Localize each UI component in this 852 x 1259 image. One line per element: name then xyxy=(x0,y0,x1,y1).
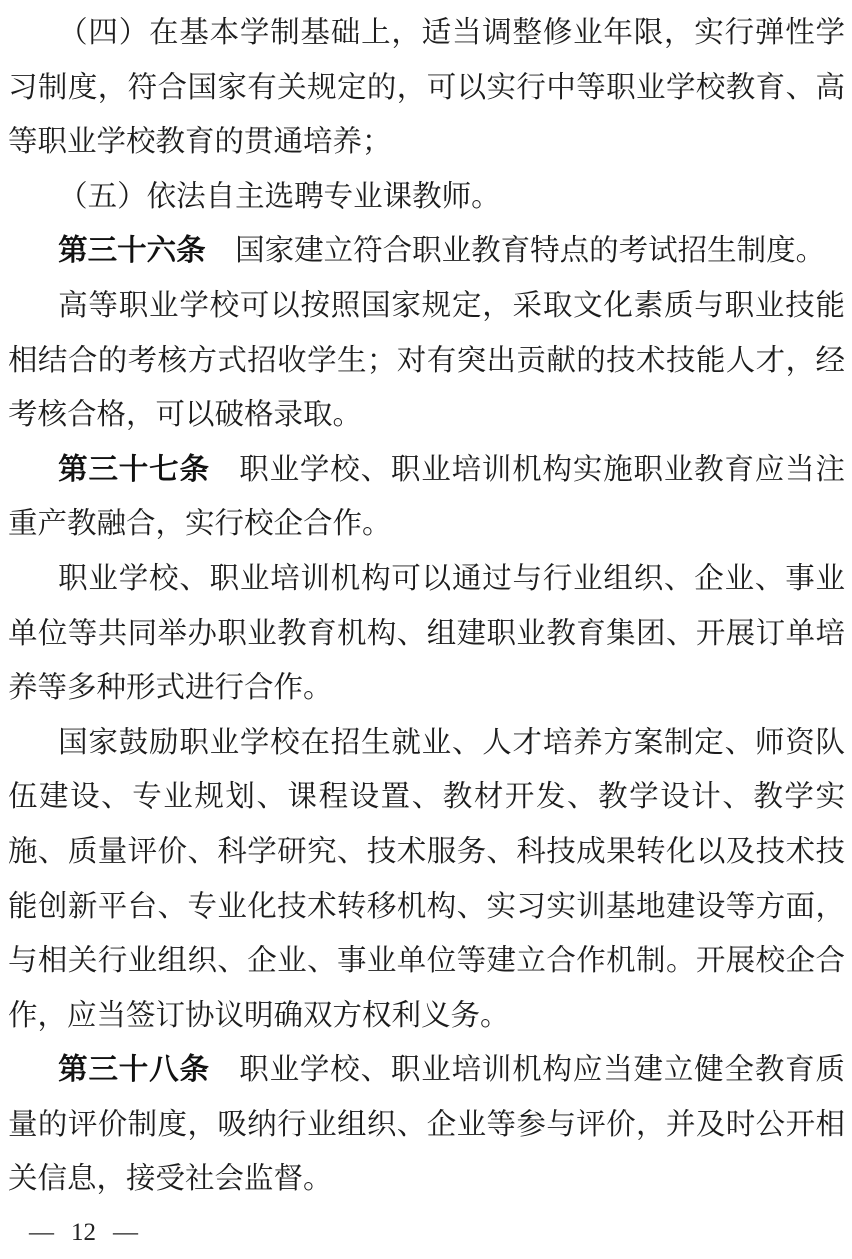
paragraph xyxy=(8,552,845,716)
article-number: 第三十七条 xyxy=(58,452,210,486)
paragraph xyxy=(8,716,845,1044)
paragraph-text: （五）依法自主选聘专业课教师。 xyxy=(58,180,501,213)
paragraph xyxy=(8,224,845,279)
footer-right-dash: — xyxy=(113,1219,138,1246)
paragraph-text: 职业学校、职业培训机构实施职业教育应当注重产教融合，实行校企合作。 xyxy=(8,453,845,541)
paragraph xyxy=(8,443,845,552)
footer-left-dash: — xyxy=(29,1219,54,1246)
page-footer xyxy=(29,1220,138,1245)
paragraph-text: 国家鼓励职业学校在招生就业、人才培养方案制定、师资队伍建设、专业规划、课程设置、教材开发、教学设计、教学实施、质量评价、科学研究、技术服务、科技成果转化以及技术技能创新平台、专业化技术转移机构、实习实训基地建设等方面，与相关行业组织、企业、事业单位等建立合作机制。开展校企合作，应当签订协议明确双方权利义务。 xyxy=(8,726,845,1032)
article-number: 第三十八条 xyxy=(58,1053,210,1087)
paragraph-text: 职业学校、职业培训机构应当建立健全教育质量的评价制度，吸纳行业组织、企业等参与评价，并及时公开相关信息，接受社会监督。 xyxy=(8,1054,845,1196)
paragraph xyxy=(8,6,845,170)
page-number: 12 xyxy=(71,1219,96,1246)
paragraph-text: 高等职业学校可以按照国家规定，采取文化素质与职业技能相结合的考核方式招收学生；对有突出贡献的技术技能人才，经考核合格，可以破格录取。 xyxy=(8,289,845,432)
paragraph xyxy=(8,279,845,443)
paragraph-text: 国家建立符合职业教育特点的考试招生制度。 xyxy=(235,235,826,268)
paragraph xyxy=(8,1043,845,1207)
paragraph xyxy=(8,170,845,225)
paragraph-text: （四）在基本学制基础上，适当调整修业年限，实行弹性学习制度，符合国家有关规定的，可以实行中等职业学校教育、高等职业学校教育的贯通培养； xyxy=(8,17,845,159)
article-number: 第三十六条 xyxy=(58,234,206,268)
paragraph-text: 职业学校、职业培训机构可以通过与行业组织、企业、事业单位等共同举办职业教育机构、组建职业教育集团、开展订单培养等多种形式进行合作。 xyxy=(8,562,845,705)
